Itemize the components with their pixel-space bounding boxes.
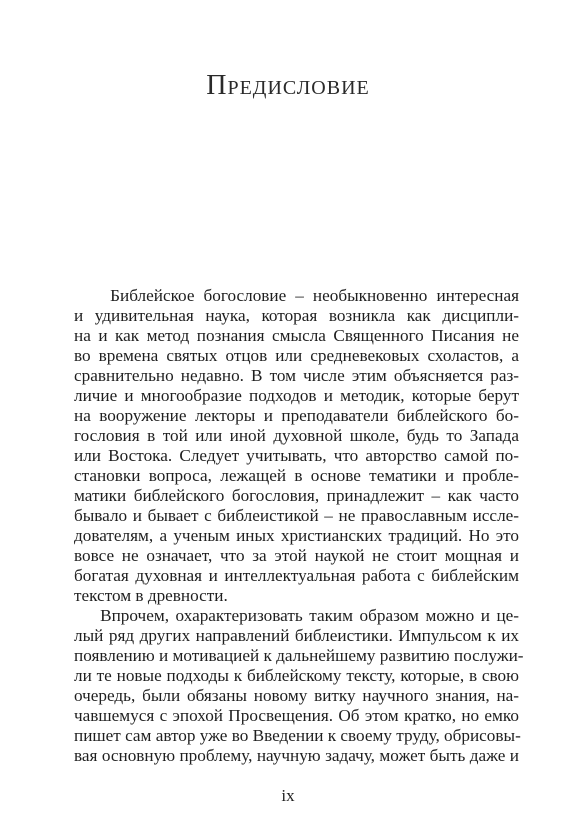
text-line: вовсе не означает, что за этой наукой не стоит мощная и (74, 546, 519, 565)
text-line: лый ряд других направлений библеистики. Импульсом к их (74, 626, 519, 645)
text-line: Впрочем, охарактеризовать таким образом можно и це- (74, 606, 519, 625)
text-line: во времена святых отцов или средневековых схоластов, а (74, 346, 519, 365)
body-text (74, 286, 524, 766)
text-line: на и как метод познания смысла Священного Писания не (74, 326, 519, 345)
text-line: и удивительная наука, которая возникла как дисципли- (74, 306, 519, 325)
text-line: появлению и мотивацией к дальнейшему развитию послужи- (74, 646, 524, 665)
text-line: личие и многообразие подходов и методик, которые берут (74, 386, 519, 405)
text-line: сравнительно недавно. В том числе этим объясняется раз- (74, 366, 519, 385)
text-line: матики библейского богословия, принадлежит – как часто (74, 486, 519, 505)
text-line: очередь, были обязаны новому витку научного знания, на- (74, 686, 519, 705)
text-line: становки вопроса, лежащей в основе тематики и пробле- (74, 466, 519, 485)
page-title: Предисловие (206, 70, 370, 101)
text-line: бывало и бывает с библеистикой – не православным иссле- (74, 506, 519, 525)
text-line: на вооружение лекторы и преподаватели библейского бо- (74, 406, 519, 425)
text-line: ли те новые подходы к библейскому тексту, которые, в свою (74, 666, 519, 685)
text-line: текстом в древности. (74, 586, 228, 605)
text-line: Библейское богословие – необыкновенно интересная (74, 286, 519, 305)
text-line: чавшемуся с эпохой Просвещения. Об этом кратко, но емко (74, 706, 519, 725)
text-line: или Востока. Следует учитывать, что авторство самой по- (74, 446, 519, 465)
text-line: дователям, а ученым иных христианских традиций. Но это (74, 526, 519, 545)
text-line: пишет сам автор уже во Введении к своему труду, обрисовы- (74, 726, 521, 745)
text-line: вая основную проблему, научную задачу, может быть даже и (74, 746, 519, 765)
page-number: ix (281, 786, 295, 805)
text-line: гословия в той или иной духовной школе, будь то Запада (74, 426, 519, 445)
text-line: богатая духовная и интеллектуальная работа с библейским (74, 566, 519, 585)
